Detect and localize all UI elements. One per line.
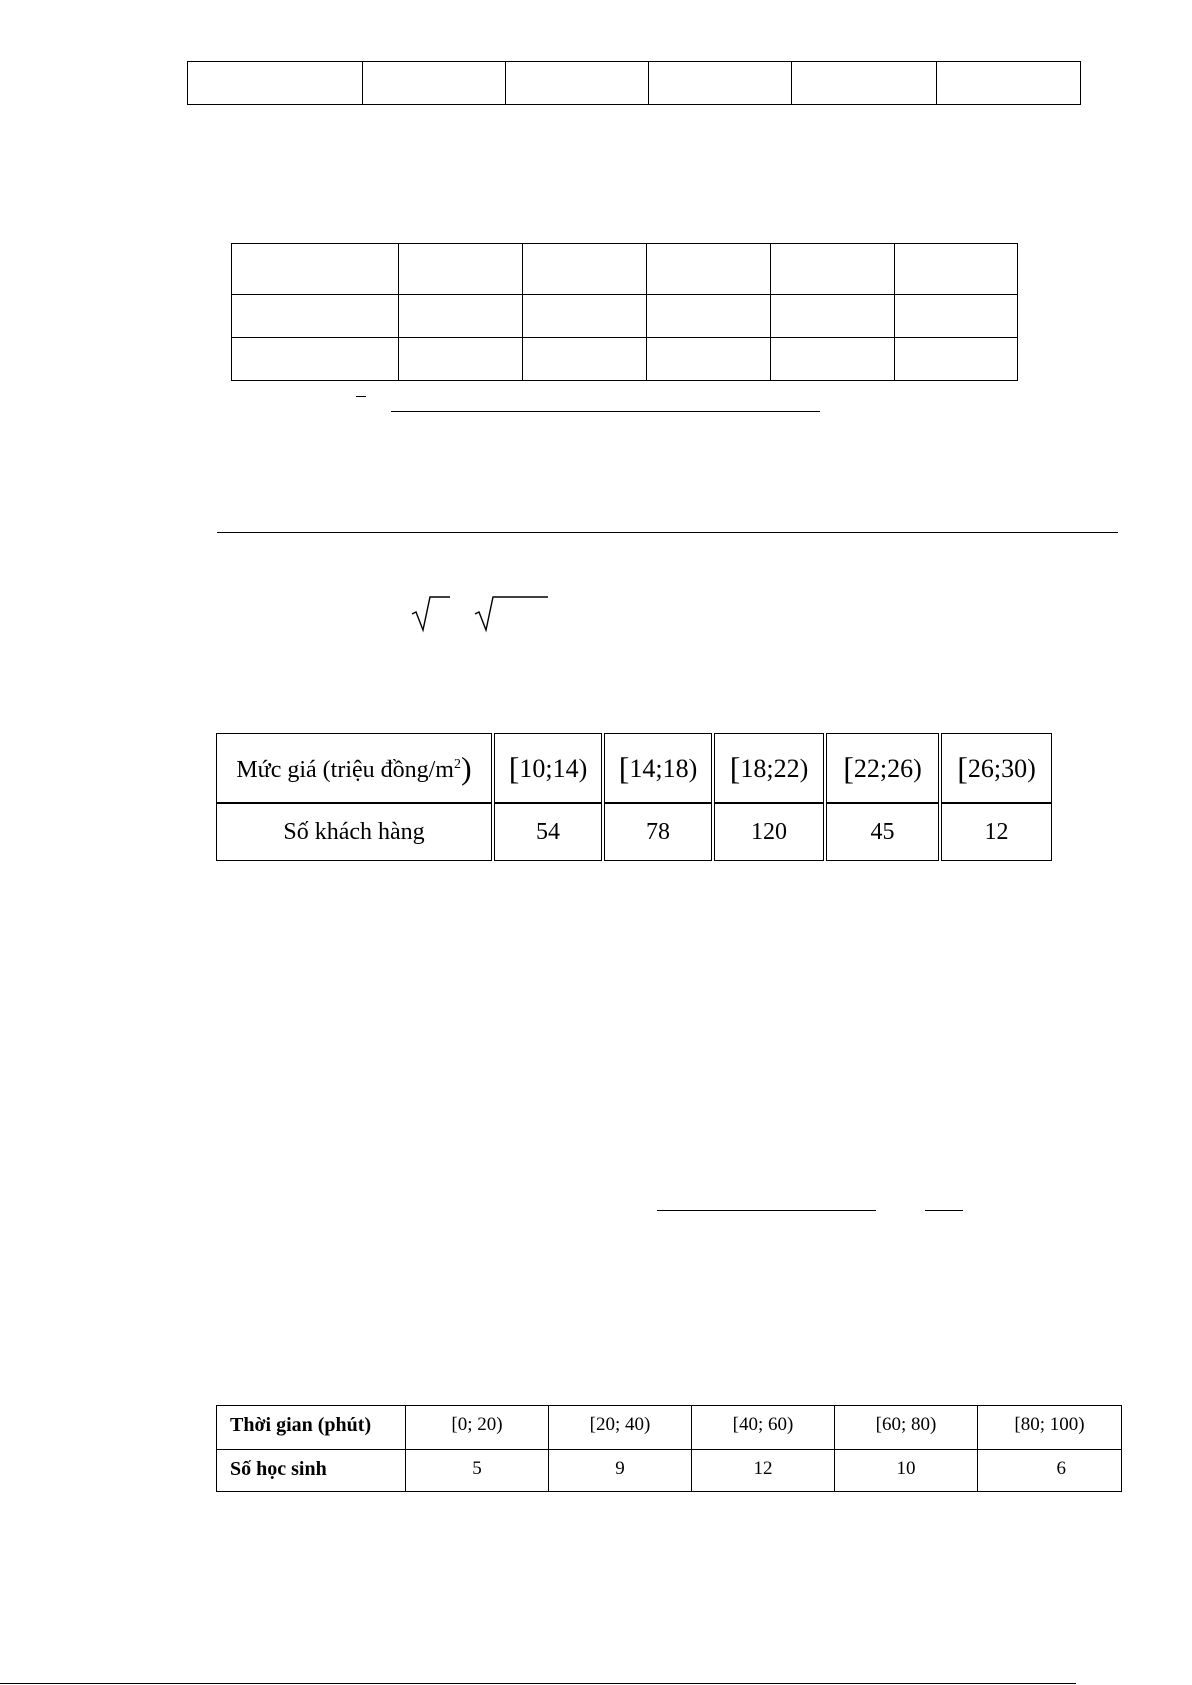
radical-signs: [408, 592, 556, 636]
time-table: [216, 1405, 1122, 1492]
time-value-cell: 9: [549, 1450, 692, 1492]
table-cell: [895, 338, 1018, 381]
table-cell: [188, 62, 363, 105]
price-row-label: Số khách hàng: [216, 803, 492, 861]
radical-sign-short: [412, 597, 450, 630]
table-cell: [506, 62, 649, 105]
time-table-value-row: [217, 1450, 1122, 1492]
price-table: [214, 733, 1054, 861]
time-value-cell: 12: [692, 1450, 835, 1492]
table-row: [188, 62, 1081, 105]
time-value-cell: 5: [406, 1450, 549, 1492]
price-interval-cell: [14;18): [604, 733, 712, 803]
table-cell: [523, 295, 647, 338]
fraction-bar: [657, 1210, 876, 1211]
footer-rule: [0, 1683, 1076, 1684]
price-value-cell: 45: [826, 803, 939, 861]
price-header-label: Mức giá (triệu đồng/m: [236, 756, 454, 783]
price-value-cell: 78: [604, 803, 712, 861]
table-cell: [647, 244, 771, 295]
table-cell: [399, 295, 523, 338]
price-interval-cell: [26;30): [941, 733, 1052, 803]
horizontal-rule: [217, 532, 1118, 533]
time-header-label: Thời gian (phút): [217, 1406, 406, 1450]
time-interval-cell: [20; 40): [549, 1406, 692, 1450]
price-header-sup: 2: [453, 756, 461, 772]
time-value-cell: 10: [835, 1450, 978, 1492]
table-cell: [523, 338, 647, 381]
time-value-cell: 6: [978, 1450, 1122, 1492]
table-cell: [792, 62, 937, 105]
time-interval-cell: [0; 20): [406, 1406, 549, 1450]
table-row: [232, 244, 1018, 295]
table-cell: [647, 295, 771, 338]
time-interval-cell: [60; 80): [835, 1406, 978, 1450]
table-row: [232, 295, 1018, 338]
fraction-bar: [925, 1210, 963, 1211]
table-cell: [232, 295, 399, 338]
price-interval-cell: [10;14): [494, 733, 602, 803]
table-cell: [399, 338, 523, 381]
table-cell: [771, 244, 895, 295]
time-interval-cell: [80; 100): [978, 1406, 1122, 1450]
price-interval-cell: [22;26): [826, 733, 939, 803]
table-cell: [895, 295, 1018, 338]
empty-table-2: [231, 243, 1018, 381]
table-cell: [937, 62, 1081, 105]
overline-mark: [356, 396, 366, 397]
price-value-cell: 54: [494, 803, 602, 861]
time-interval-cell: [40; 60): [692, 1406, 835, 1450]
time-table-header-row: [217, 1406, 1122, 1450]
table-cell: [523, 244, 647, 295]
table-cell: [771, 295, 895, 338]
table-cell: [647, 338, 771, 381]
table-cell: [399, 244, 523, 295]
price-table-header-row: [216, 733, 1052, 803]
price-value-cell: 12: [941, 803, 1052, 861]
table-cell: [363, 62, 506, 105]
time-row-label: Số học sinh: [217, 1450, 406, 1492]
price-value-cell: 120: [714, 803, 824, 861]
price-table-value-row: [216, 803, 1052, 861]
table-cell: [232, 338, 399, 381]
table-row: [232, 338, 1018, 381]
price-interval-cell: [18;22): [714, 733, 824, 803]
table-cell: [771, 338, 895, 381]
table-cell: [232, 244, 399, 295]
price-header-cell: Mức giá (triệu đồng/$m^2$): [216, 733, 492, 803]
table-cell: [649, 62, 792, 105]
empty-table-1: [187, 61, 1081, 105]
radical-sign-long: [475, 597, 548, 630]
fraction-bar: [391, 411, 820, 412]
table-cell: [895, 244, 1018, 295]
